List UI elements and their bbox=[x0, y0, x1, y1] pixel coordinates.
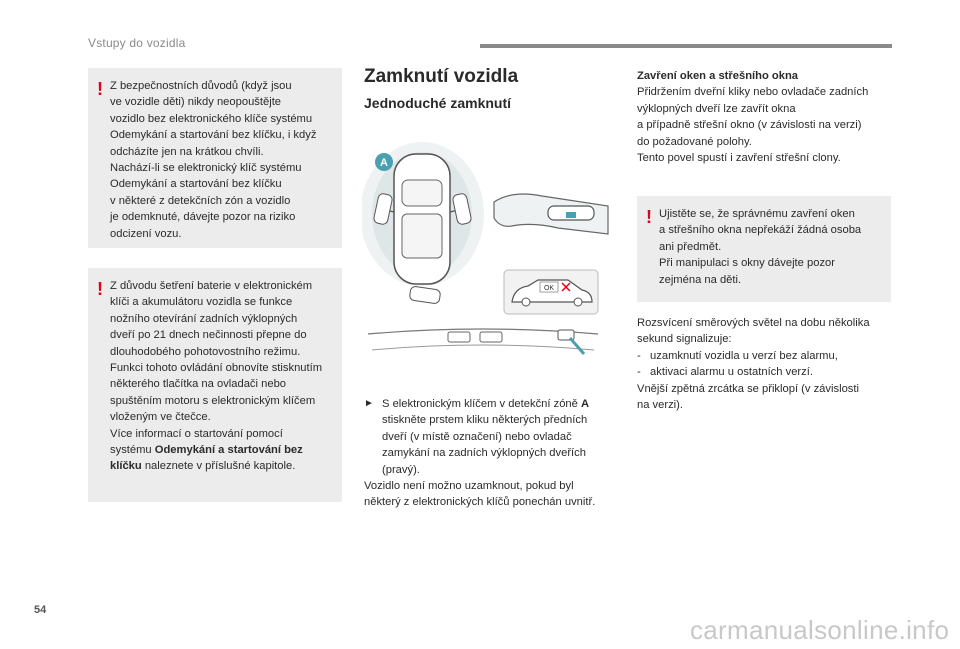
signal-section: Rozsvícení směrových světel na dobu několika sekund signalizuje: - uzamknutí vozidla u verzí bez alarmu, - aktivaci alarmu u ostatních verzí. Vnější zpětná zrcátka se přiklopí (v závislosti na verzi). bbox=[637, 317, 870, 412]
warning-box-battery-saving bbox=[88, 268, 342, 502]
warning-text: Z důvodu šetření baterie v elektronickém klíči a akumulátoru vozidla se funkce nožního otevírání zadních výklopných dveří po 21 dnech nečinnosti přepne do dlouhodobého pohotovostního režimu. Funkci tohoto ovládání obnovíte stisknutím některého tlačítka na ovladači nebo spuštěním motoru s elektronickým klíčem vloženým ve čtečce. Více informací o startování pomocí systému Odemykání a startování bez klíčku naleznete v příslušné kapitole. bbox=[110, 280, 323, 473]
section-subtitle: Jednoduché zamknutí bbox=[364, 95, 512, 111]
watermark: carmanualsonline.info bbox=[690, 615, 950, 645]
ok-label: OK bbox=[543, 285, 555, 292]
locking-illustration bbox=[362, 142, 620, 382]
lock-instruction: ► S elektronickým klíčem v detekční zóně A stiskněte prstem kliku některých předních dveří (v místě označení) nebo ovladač zamykání na zadních výklopných dveřích (pravý). Vozidlo není možno uzamknout, pokud byl některý z elektronických klíčů ponechán uvnitř. bbox=[364, 398, 596, 509]
warning-text: Z bezpečnostních důvodů (když jsou ve vozidle děti) nikdy neopouštějte vozidlo bez elektronického klíče systému Odemykání a startování bez klíčku, i když odcházíte jen na krátkou chvíli. Nachází-li se elektronický klíč systému Odemykání a startování bez klíčku v některé z detekčních zón a vozidlo je odemknuté, dávejte pozor na riziko odcizení vozu. bbox=[110, 80, 317, 240]
warning-icon: ! bbox=[97, 79, 103, 99]
warning-text: Ujistěte se, že správnému zavření oken a střešního okna nepřekáží žádná osoba ani předmět. Při manipulaci s okny dávejte pozor zejména na děti. bbox=[659, 208, 862, 286]
section-title: Vstupy do vozidla bbox=[88, 36, 186, 50]
tailgate-button-icon bbox=[368, 329, 598, 354]
warning-icon: ! bbox=[97, 279, 103, 299]
windows-title: Zavření oken a střešního okna bbox=[637, 70, 799, 82]
page-number: 54 bbox=[34, 604, 47, 616]
windows-closing-section: Zavření oken a střešního okna Přidržením dveřní kliky nebo ovladače zadních výklopných dveří lze zavřít okna a případně střešní okno (v závislosti na verzi) do požadované polohy. Tento povel spustí i zavření střešní clony. bbox=[637, 70, 869, 165]
step-arrow-icon: ► bbox=[364, 398, 374, 409]
warning-icon: ! bbox=[646, 207, 652, 227]
header-divider bbox=[480, 44, 892, 48]
hand-door-handle-icon bbox=[494, 194, 608, 234]
page-title: Zamknutí vozidla bbox=[364, 66, 519, 87]
warning-box-keyless-safety bbox=[88, 68, 342, 248]
warning-box-windows bbox=[637, 196, 891, 302]
zone-label: A bbox=[380, 157, 388, 169]
car-side-ok-icon bbox=[504, 270, 598, 314]
car-top-view-icon bbox=[386, 154, 458, 284]
